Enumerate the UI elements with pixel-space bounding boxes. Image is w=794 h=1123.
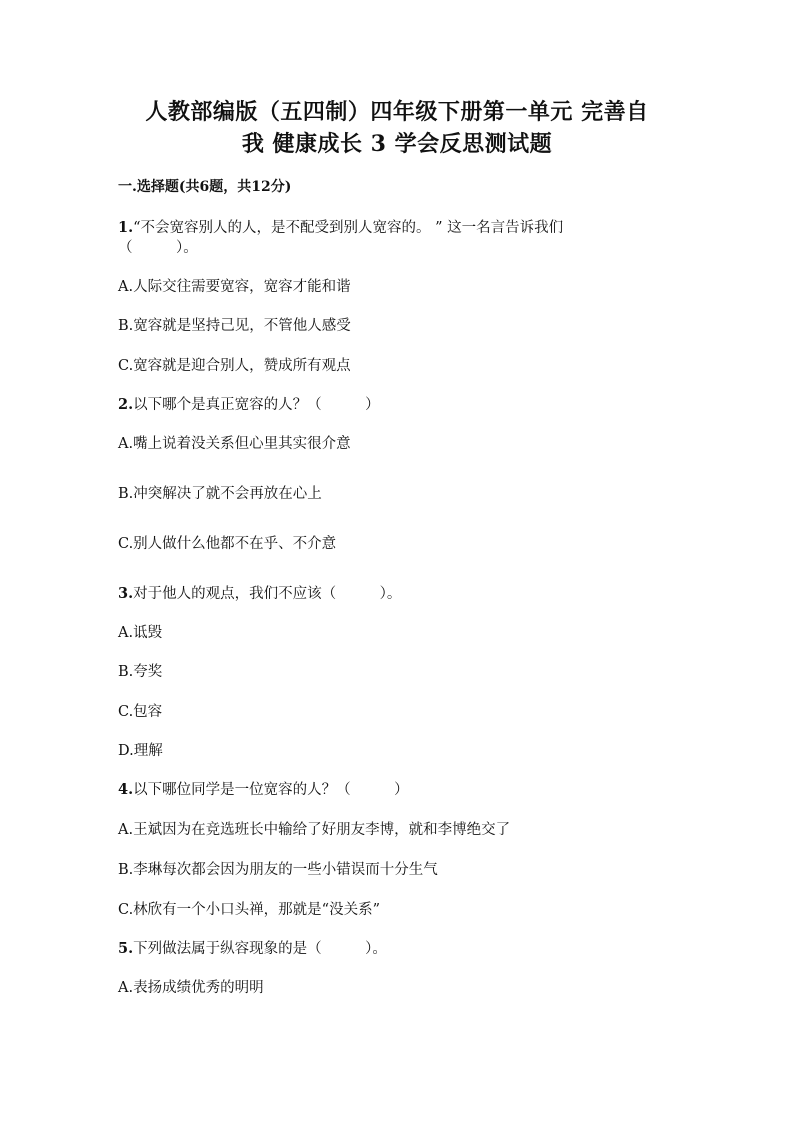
question-2-option-b: B.冲突解决了就不会再放在心上	[118, 486, 322, 502]
question-5-option-a: A.表扬成绩优秀的明明	[118, 980, 264, 996]
question-number: 3.	[118, 585, 134, 602]
question-3-option-b: B.夸奖	[118, 664, 163, 680]
question-3-option-a: A.诋毁	[118, 625, 163, 641]
question-text: “不会宽容别人的人，是不配受到别人宽容的。 ” 这一名言告诉我们	[133, 220, 564, 236]
question-2-option-c: C.别人做什么他都不在乎、不介意	[118, 536, 337, 552]
question-4	[118, 780, 409, 800]
page-title-line-1: 人教部编版（五四制）四年级下册第一单元 完善自	[145, 99, 649, 125]
question-text: 以下哪个是真正宽容的人？（ ）	[133, 397, 380, 413]
question-3-option-d: D.理解	[118, 743, 163, 759]
question-4-option-b: B.李琳每次都会因为朋友的一些小错误而十分生气	[118, 862, 438, 878]
question-1-continuation: （ ）。	[118, 240, 198, 256]
question-1-option-c: C.宽容就是迎合别人，赞成所有观点	[118, 358, 351, 374]
section-heading: 一.选择题(共6题，共12分)	[118, 179, 292, 195]
question-number: 4.	[118, 781, 134, 798]
question-number: 2.	[118, 396, 134, 413]
question-text: 对于他人的观点，我们不应该（ ）。	[133, 586, 402, 602]
question-number: 1.	[118, 219, 134, 236]
question-number: 5.	[118, 940, 134, 957]
question-5	[118, 939, 387, 959]
question-2-option-a: A.嘴上说着没关系但心里其实很介意	[118, 436, 351, 452]
question-2	[118, 395, 380, 415]
question-3	[118, 584, 401, 604]
question-text: 以下哪位同学是一位宽容的人？（ ）	[133, 782, 409, 798]
question-3-option-c: C.包容	[118, 704, 163, 720]
question-1-option-a: A.人际交往需要宽容，宽容才能和谐	[118, 279, 351, 295]
question-4-option-c: C.林欣有一个小口头禅，那就是“没关系”	[118, 902, 381, 918]
page-title-line-2: 我 健康成长 3 学会反思测试题	[241, 131, 553, 157]
question-1-option-b: B.宽容就是坚持己见，不管他人感受	[118, 318, 351, 334]
question-1	[118, 218, 563, 238]
question-text: 下列做法属于纵容现象的是（ ）。	[133, 941, 387, 957]
question-4-option-a: A.王斌因为在竞选班长中输给了好朋友李博，就和李博绝交了	[118, 822, 511, 838]
